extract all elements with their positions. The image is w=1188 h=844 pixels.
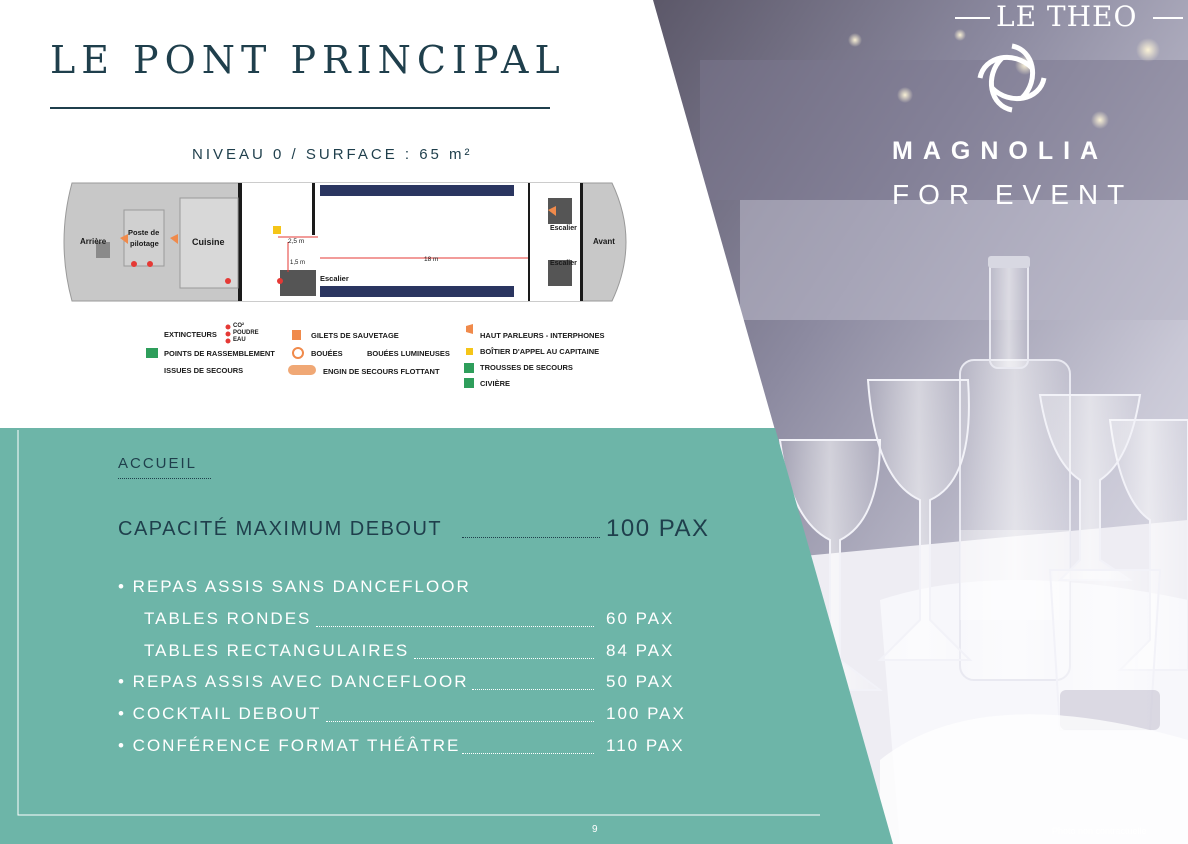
label-arriere: Arrière (80, 237, 107, 246)
row-value-cocktail: 100 PAX (606, 704, 686, 723)
title-underline (50, 107, 550, 109)
magnolia-logo-icon (974, 40, 1050, 116)
row-label-repas-avec: • REPAS ASSIS AVEC DANCEFLOOR (118, 672, 469, 691)
legend-trousses: TROUSSES DE SECOURS (480, 363, 573, 372)
legend-bouees-lumineuses: BOUÉES LUMINEUSES (367, 349, 450, 358)
stretcher-icon (464, 378, 474, 388)
call-box-icon (466, 348, 473, 355)
label-escalier-1: Escalier (320, 274, 349, 283)
assembly-point-icon (146, 348, 158, 358)
row-label-repas-sans: • REPAS ASSIS SANS DANCEFLOOR (118, 577, 471, 596)
label-poste: Poste de (128, 228, 160, 237)
level-surface-label: NIVEAU 0 / SURFACE : 65 m² (192, 146, 473, 163)
row-leader-tables-rondes (316, 626, 594, 627)
capacity-value: 100 PAX (606, 515, 710, 542)
legend-eau: EAU (233, 337, 246, 343)
row-leader-tables-rect (414, 658, 594, 659)
capacity-leader (462, 537, 600, 538)
label-cuisine: Cuisine (192, 237, 225, 247)
legend-boitier: BOÎTIER D'APPEL AU CAPITAINE (480, 347, 600, 356)
capacity-label: CAPACITÉ MAXIMUM DEBOUT (118, 518, 443, 540)
brand-subtitle: FOR EVENT (892, 179, 1134, 210)
legend-civiere: CIVIÈRE (480, 379, 511, 388)
legend-gilets: GILETS DE SAUVETAGE (311, 331, 399, 340)
legend-engin: ENGIN DE SECOURS FLOTTANT (323, 367, 440, 376)
row-value-conference: 110 PAX (606, 736, 685, 755)
brand-line-right (1153, 17, 1183, 19)
legend-haut-parleurs: HAUT PARLEURS - INTERPHONES (480, 331, 605, 340)
label-escalier-2: Escalier (550, 225, 577, 232)
dim-large-label: 18 m (424, 256, 439, 263)
row-value-repas-avec: 50 PAX (606, 672, 675, 691)
row-value-tables-rect: 84 PAX (606, 641, 675, 660)
row-leader-repas-avec (472, 689, 594, 690)
lifebuoy-icon (292, 347, 304, 359)
life-raft-icon (288, 365, 316, 375)
row-leader-cocktail (326, 721, 594, 722)
photo-disclaimer: Photo non contractuelle (1052, 826, 1147, 836)
brand-top-text: LE THEO (996, 0, 1138, 33)
row-label-tables-rect: TABLES RECTANGULAIRES (144, 641, 410, 660)
brand-line-left (955, 17, 990, 19)
row-label-cocktail: • COCKTAIL DEBOUT (118, 704, 322, 723)
dim-side-label: 1,5 m (290, 260, 306, 266)
row-value-tables-rondes: 60 PAX (606, 609, 675, 628)
row-leader-conference (462, 753, 594, 754)
deck-plan (52, 180, 642, 304)
dim-small-label: 2,5 m (288, 238, 305, 245)
label-avant: Avant (593, 237, 615, 246)
accueil-heading: ACCUEIL (118, 455, 198, 472)
speaker-icon (465, 324, 475, 340)
legend-issues: ISSUES DE SECOURS (164, 366, 244, 375)
life-vest-icon (292, 330, 301, 340)
legend-co2: CO² (233, 323, 244, 329)
row-label-tables-rondes: TABLES RONDES (144, 609, 312, 628)
brand-name: MAGNOLIA (892, 137, 1109, 165)
legend-poudre: POUDRE (233, 330, 259, 336)
legend-bouees: BOUÉES (311, 349, 343, 358)
page-title: LE PONT PRINCIPAL (50, 38, 566, 82)
label-pilotage: pilotage (130, 239, 159, 248)
label-escalier-3: Escalier (550, 260, 577, 267)
accueil-underline (118, 478, 211, 479)
legend-extincteurs: EXTINCTEURS (164, 330, 217, 339)
page-number: 9 (592, 824, 598, 835)
first-aid-icon (464, 363, 474, 373)
legend-rassemblement: POINTS DE RASSEMBLEMENT (164, 349, 275, 358)
row-label-conference: • CONFÉRENCE FORMAT THÉÂTRE (118, 736, 461, 755)
